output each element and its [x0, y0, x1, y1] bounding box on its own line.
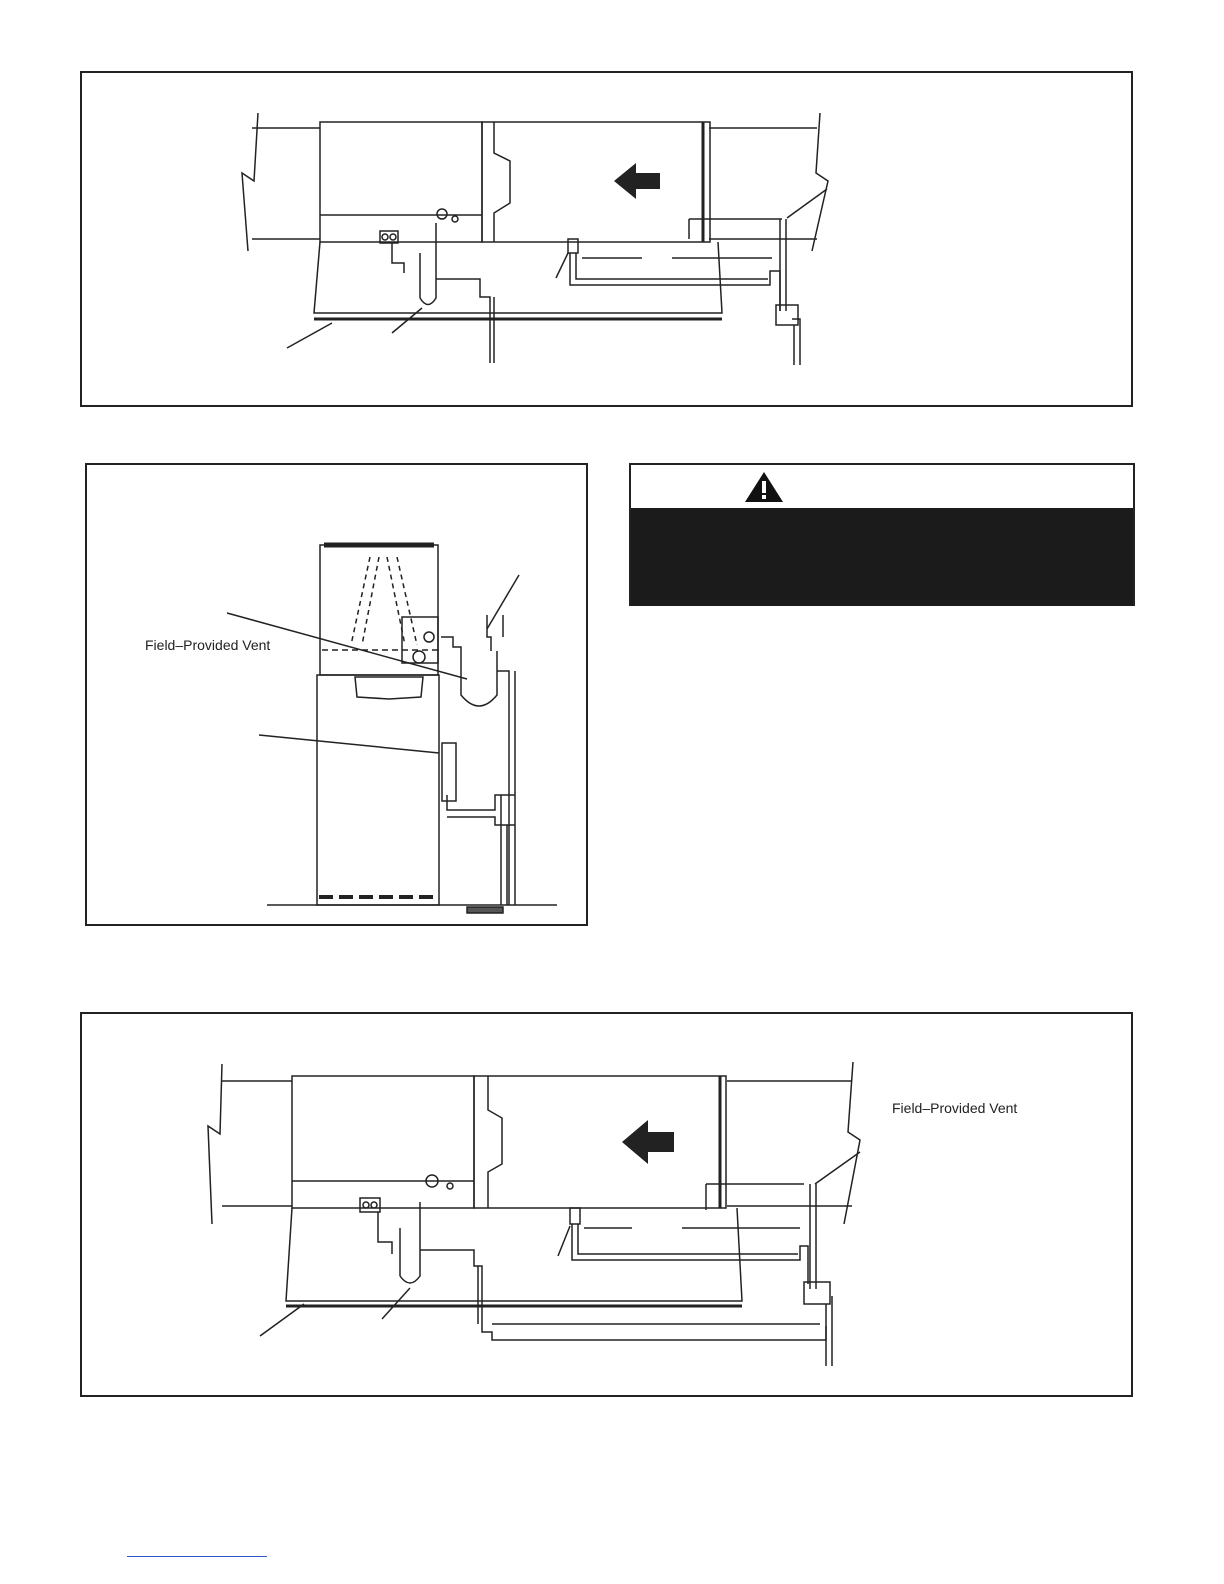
figure-middle-drawing: [87, 465, 590, 928]
platform: [314, 242, 722, 313]
leader-platform: [260, 1304, 304, 1336]
warning-triangle-icon: [743, 470, 785, 504]
coil-drain-port: [568, 239, 578, 253]
coil-box: [474, 1076, 726, 1208]
duct-break-right: [844, 1062, 860, 1224]
coil-notch: [494, 122, 510, 242]
figure-middle-upflow-installation: [85, 463, 588, 926]
vent-label-bottom: Field–Provided Vent: [892, 1100, 1018, 1116]
figure-top-horizontal-installation: [80, 71, 1133, 407]
floor-drain: [467, 907, 503, 913]
duct-break-right: [812, 113, 828, 251]
condensate-trap: [400, 1202, 420, 1283]
leader-coil-drain: [556, 253, 568, 278]
condensate-trap: [420, 223, 436, 305]
warning-box: [629, 463, 1135, 606]
drain-pipe-left: [420, 1250, 826, 1340]
leader-coil-drain: [558, 1226, 570, 1256]
vent-pipe: [487, 615, 503, 651]
figure-bottom-horizontal-installation: [80, 1012, 1133, 1397]
leader-platform: [287, 323, 332, 348]
airflow-arrow-icon: [614, 163, 660, 199]
vent-label-middle: Field–Provided Vent: [145, 637, 271, 653]
secondary-drain-port: [442, 743, 456, 801]
coil-drain-port: [570, 1208, 580, 1224]
coil-slats: [351, 557, 417, 645]
leader-trap: [382, 1288, 410, 1319]
coil-notch: [488, 1076, 502, 1208]
vent-drain: [826, 1296, 832, 1366]
duct-break-left: [208, 1064, 222, 1224]
furnace-knob: [437, 209, 447, 219]
warning-body: [631, 508, 1133, 606]
coil-drain-line: [570, 253, 780, 311]
drain-pipe-left: [436, 279, 490, 363]
vent-tee: [804, 1282, 830, 1304]
coil-box: [482, 122, 710, 242]
duct-break-left: [242, 113, 258, 251]
warning-header: [631, 465, 1133, 508]
condensate-trap: [441, 637, 497, 706]
footer-link-underline[interactable]: [127, 1556, 267, 1557]
furnace-cabinet: [317, 675, 439, 905]
airflow-arrow-icon: [622, 1120, 674, 1164]
figure-top-drawing: [82, 73, 1135, 409]
furnace-body: [292, 1076, 474, 1208]
vent-drain: [792, 319, 800, 365]
figure-bottom-drawing: [82, 1014, 1135, 1399]
furnace-body: [320, 122, 482, 242]
secondary-drain-line: [447, 795, 515, 825]
drain-riser: [497, 671, 515, 905]
leader-secondary-port: [259, 735, 439, 753]
